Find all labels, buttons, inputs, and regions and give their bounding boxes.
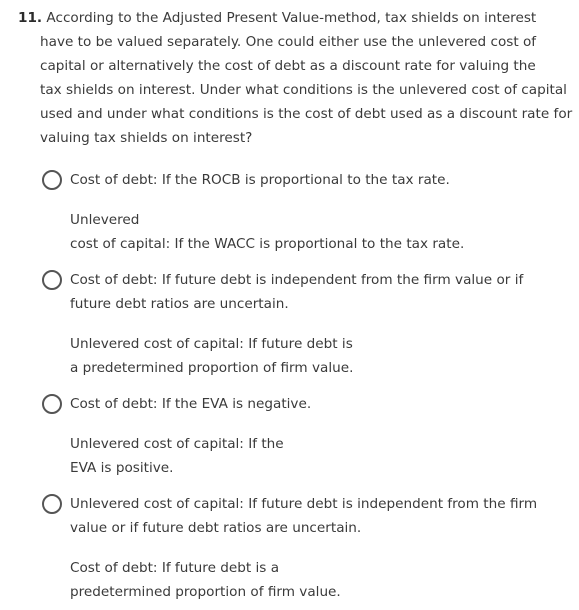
question-text: According to the Adjusted Present Value-method, tax shields on interest — [46, 10, 537, 26]
question-line: capital or alternatively the cost of debt as a discount rate for valuing the — [40, 58, 536, 74]
option-line: cost of capital: If the WACC is proportional to the tax rate. — [70, 236, 465, 252]
radio-button-d[interactable] — [42, 494, 62, 514]
question-number: 11. — [18, 10, 43, 26]
option-line: Unlevered cost of capital: If future debt is — [70, 336, 353, 352]
option-line: future debt ratios are uncertain. — [70, 296, 289, 312]
option-text — [70, 392, 570, 480]
option-line: Cost of debt: If the EVA is negative. — [70, 396, 312, 412]
question-line: valuing tax shields on interest? — [40, 130, 253, 146]
radio-button-a[interactable] — [42, 170, 62, 190]
option-line: Cost of debt: If future debt is a — [70, 560, 280, 576]
question-line — [18, 6, 563, 30]
question-line: used and under what conditions is the cost of debt used as a discount rate for — [40, 106, 573, 122]
option-line: value or if future debt ratios are uncertain. — [70, 520, 362, 536]
option-line: a predetermined proportion of firm value. — [70, 360, 354, 376]
option-text — [70, 492, 570, 604]
option-line: Cost of debt: If the ROCB is proportional to the tax rate. — [70, 172, 450, 188]
option-line: Unlevered cost of capital: If the — [70, 436, 284, 452]
radio-button-c[interactable] — [42, 394, 62, 414]
question-line: have to be valued separately. One could either use the unlevered cost of — [40, 34, 537, 50]
option-line: Cost of debt: If future debt is independent from the firm value or if — [70, 272, 524, 288]
option-text — [70, 268, 570, 380]
option-text — [70, 168, 570, 256]
option-line: Unlevered cost of capital: If future debt is independent from the firm — [70, 496, 538, 512]
question-block — [18, 6, 573, 150]
option-line: predetermined proportion of firm value. — [70, 584, 341, 600]
option-line: Unlevered — [70, 212, 140, 228]
radio-button-b[interactable] — [42, 270, 62, 290]
question-line: tax shields on interest. Under what conditions is the unlevered cost of capital — [40, 82, 567, 98]
option-line: EVA is positive. — [70, 460, 174, 476]
